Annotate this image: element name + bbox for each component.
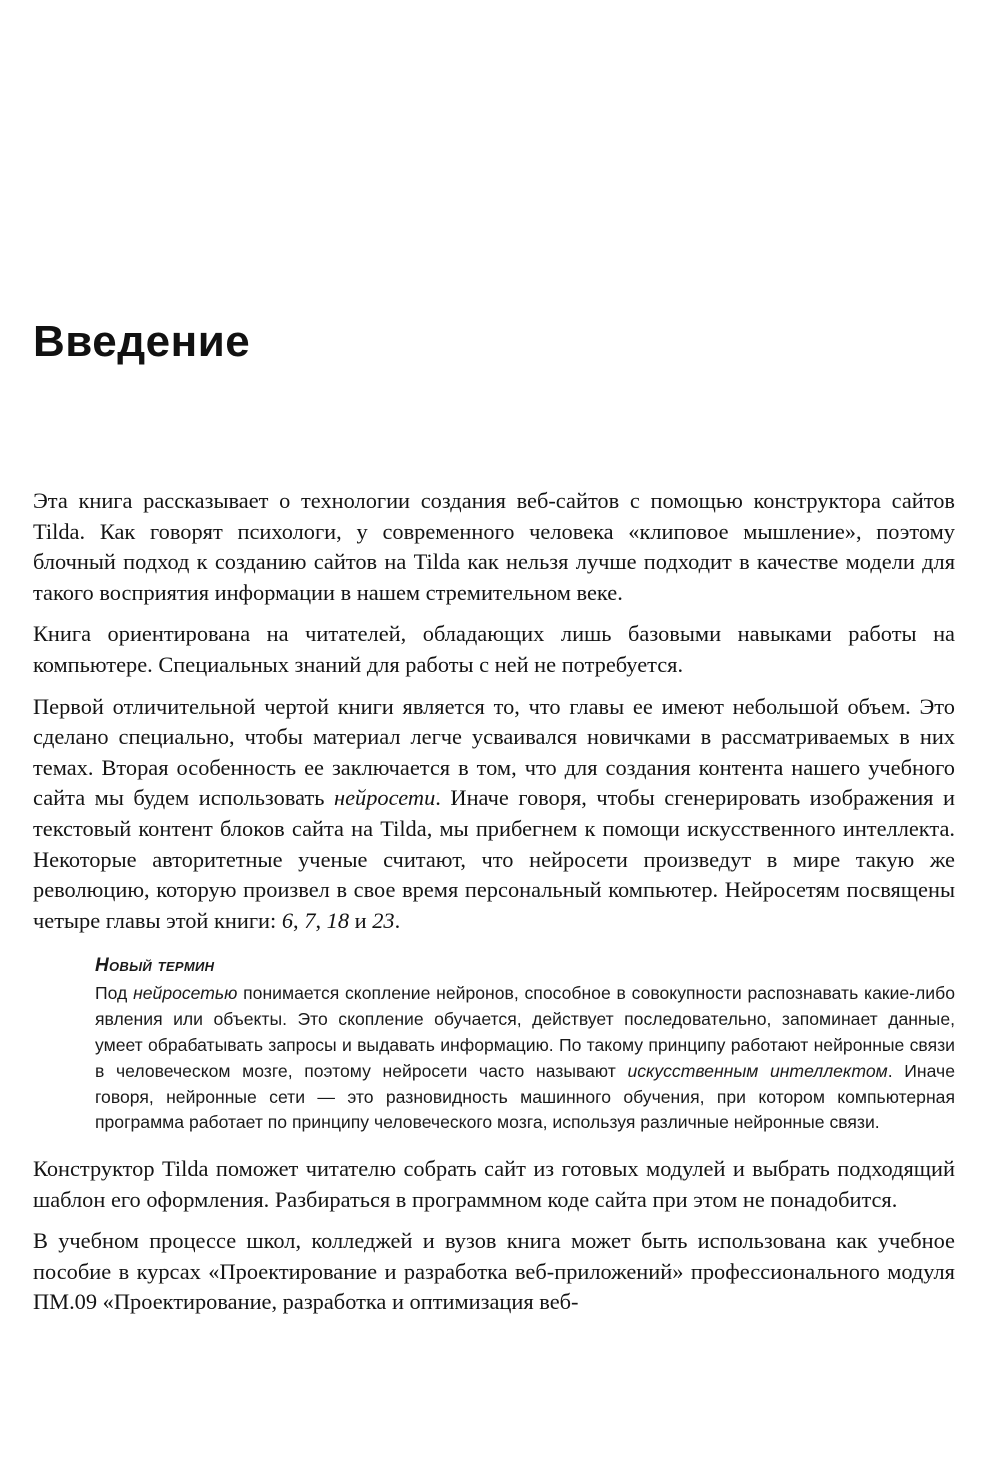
note-text-3: . Иначе говоря, нейронные сети — это разновидность машинного обучения, при котором компьютерная программа работает по принципу человеческого мозга, используя различные нейронные связи. <box>95 1060 955 1133</box>
note-term-ai: искусственным интеллектом <box>627 1060 888 1081</box>
paragraph-education: В учебном процессе школ, колледжей и вузов книга может быть использована как учебное пособие в курсах «Проектирование и разработка веб-приложений» профессионального модуля ПМ.09 «Проектирование, разработка и оптимизация веб- <box>33 1228 955 1315</box>
chapter-ref-separator: , <box>293 907 305 933</box>
chapter-ref-18: 18 <box>326 907 350 933</box>
note-text <box>95 981 955 1136</box>
note-heading: Новый термин <box>95 955 215 977</box>
chapter-ref-7: 7 <box>304 907 316 933</box>
note-text-1: Под <box>95 983 134 1004</box>
paragraph-audience: Книга ориентирована на читателей, обладающих лишь базовыми навыками работы на компьютере. Специальных знаний для работы с ней не потребуется. <box>33 621 955 677</box>
book-page <box>33 0 955 1479</box>
sentence-end: . <box>394 907 401 933</box>
new-term-note <box>95 954 955 1136</box>
chapter-body <box>33 486 955 1318</box>
chapter-title: Введение <box>33 317 251 366</box>
chapter-ref-23: 23 <box>372 907 395 933</box>
chapter-ref-separator: , <box>315 907 327 933</box>
paragraph-features-text-1: Первой отличительной чертой книги является то, что главы ее имеют небольшой объем. Это сделано специально, чтобы материал легче усваивался новичками в рассматриваемых в них темах. Вторая особенность ее заключается в том, что для создания контента нашего учебного сайта мы будем использовать <box>33 693 955 811</box>
paragraph-intro: Эта книга рассказывает о технологии создания веб-сайтов с помощью конструктора сайтов Tilda. Как говорят психологи, у современного человека «клиповое мышление», поэтому блочный подход к созданию сайтов на Tilda как нельзя лучше подходит в качестве модели для такого восприятия информации в нашем стремительном веке. <box>33 488 955 605</box>
term-neural-networks: нейросети <box>333 785 436 811</box>
note-text-2: понимается скопление нейронов, способное в совокупности распознавать какие-либо явления или объекты. Это скопление обучается, действует последовательно, запоминает данные, умеет обрабатывать запросы и выдавать информацию. По такому принципу работают нейронные связи в человеческом мозге, поэтому нейросети часто называют <box>95 983 955 1081</box>
chapter-ref-separator: и <box>349 907 373 933</box>
paragraph-constructor: Конструктор Tilda поможет читателю собрать сайт из готовых модулей и выбрать подходящий шаблон его оформления. Разбираться в программном коде сайта при этом не понадобится. <box>33 1156 955 1212</box>
note-term-neural-network: нейросетью <box>133 983 238 1004</box>
paragraph-features <box>33 692 955 937</box>
chapter-ref-6: 6 <box>281 907 294 933</box>
paragraph-features-text-2: . Иначе говоря, чтобы сгенерировать изображения и текстовый контент блоков сайта на Tilda, мы прибегнем к помощи искусственного интеллекта. Некоторые авторитетные ученые считают, что нейросети произведут в мире такую же революцию, которую произвел в свое время персональный компьютер. Нейросетям посвящены четыре главы этой книги: <box>33 785 955 933</box>
